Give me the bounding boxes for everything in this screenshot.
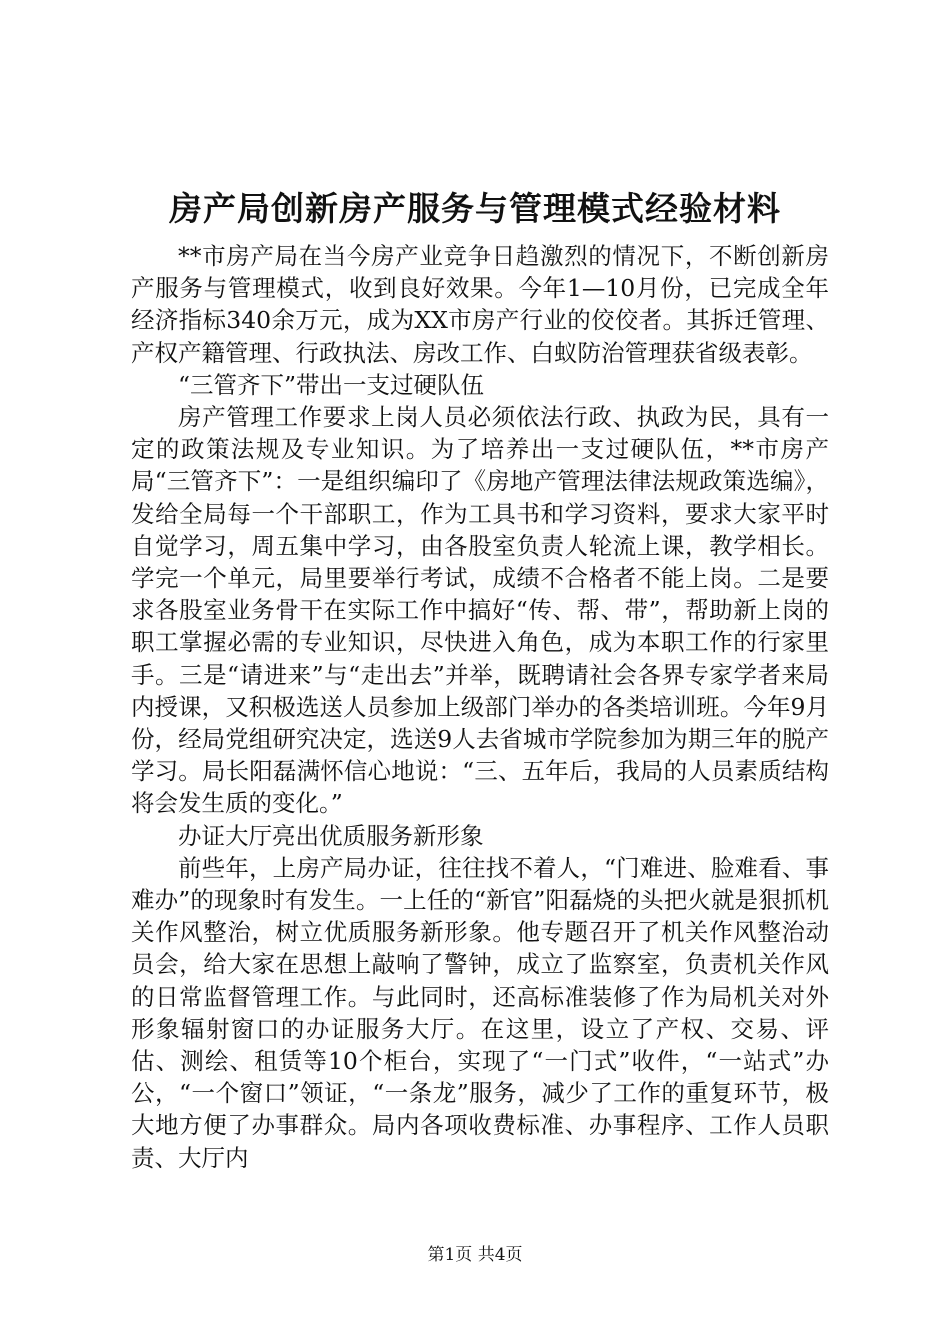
section-heading-service-hall: 办证大厅亮出优质服务新形象 — [178, 821, 484, 850]
document-title: 房产局创新房产服务与管理模式经验材料 — [169, 189, 781, 228]
paragraph-team: 房产管理工作要求上岗人员必须依法行政、执政为民，具有一定的政策法规及专业知识。为了培养出一支过硬队伍，**市房产局“三管齐下”：一是组织编印了《房地产管理法律法规政策选编》，发给全局每一个干部职工，作为工具书和学习资料，要求大家平时自觉学习，周五集中学习，由各股室负责人轮流上课，教学相长。学完一个单元，局里要举行考试，成绩不合格者不能上岗。二是要求各股室业务骨干在实际工作中搞好“传、帮、带”，帮助新上岗的职工掌握必需的专业知识，尽快进入角色，成为本职工作的行家里手。三是“请进来”与“走出去”并举，既聘请社会各界专家学者来局内授课，又积极选送人员参加上级部门举办的各类培训班。今年9月份，经局党组研究决定，选送9人去省城市学院参加为期三年的脱产学习。局长阳磊满怀信心地说：“三、五年后，我局的人员素质结构将会发生质的变化。” — [131, 403, 829, 818]
document-body — [131, 240, 829, 1174]
paragraph-service-hall: 前些年，上房产局办证，往往找不着人，“门难进、脸难看、事难办”的现象时有发生。一上任的“新官”阳磊烧的头把火就是狠抓机关作风整治，树立优质服务新形象。他专题召开了机关作风整治动员会，给大家在思想上敲响了警钟，成立了监察室，负责机关作风的日常监督管理工作。与此同时，还高标准装修了作为局机关对外形象辐射窗口的办证服务大厅。在这里，设立了产权、交易、评估、测绘、租赁等10个柜台，实现了“一门式”收件，“一站式”办公，“一个窗口”领证，“一条龙”服务，减少了工作的重复环节，极大地方便了办事群众。局内各项收费标准、办事程序、工作人员职责、大厅内 — [131, 853, 829, 1172]
page-footer: 第1页 共4页 — [427, 1245, 523, 1265]
section-heading-team: “三管齐下”带出一支过硬队伍 — [178, 370, 485, 399]
paragraph-intro: **市房产局在当今房产业竞争日趋激烈的情况下，不断创新房产服务与管理模式，收到良好效果。今年1—10月份，已完成全年经济指标340余万元，成为XX市房产行业的佼佼者。其拆迁管理、产权产籍管理、行政执法、房改工作、白蚁防治管理获省级表彰。 — [131, 242, 829, 367]
